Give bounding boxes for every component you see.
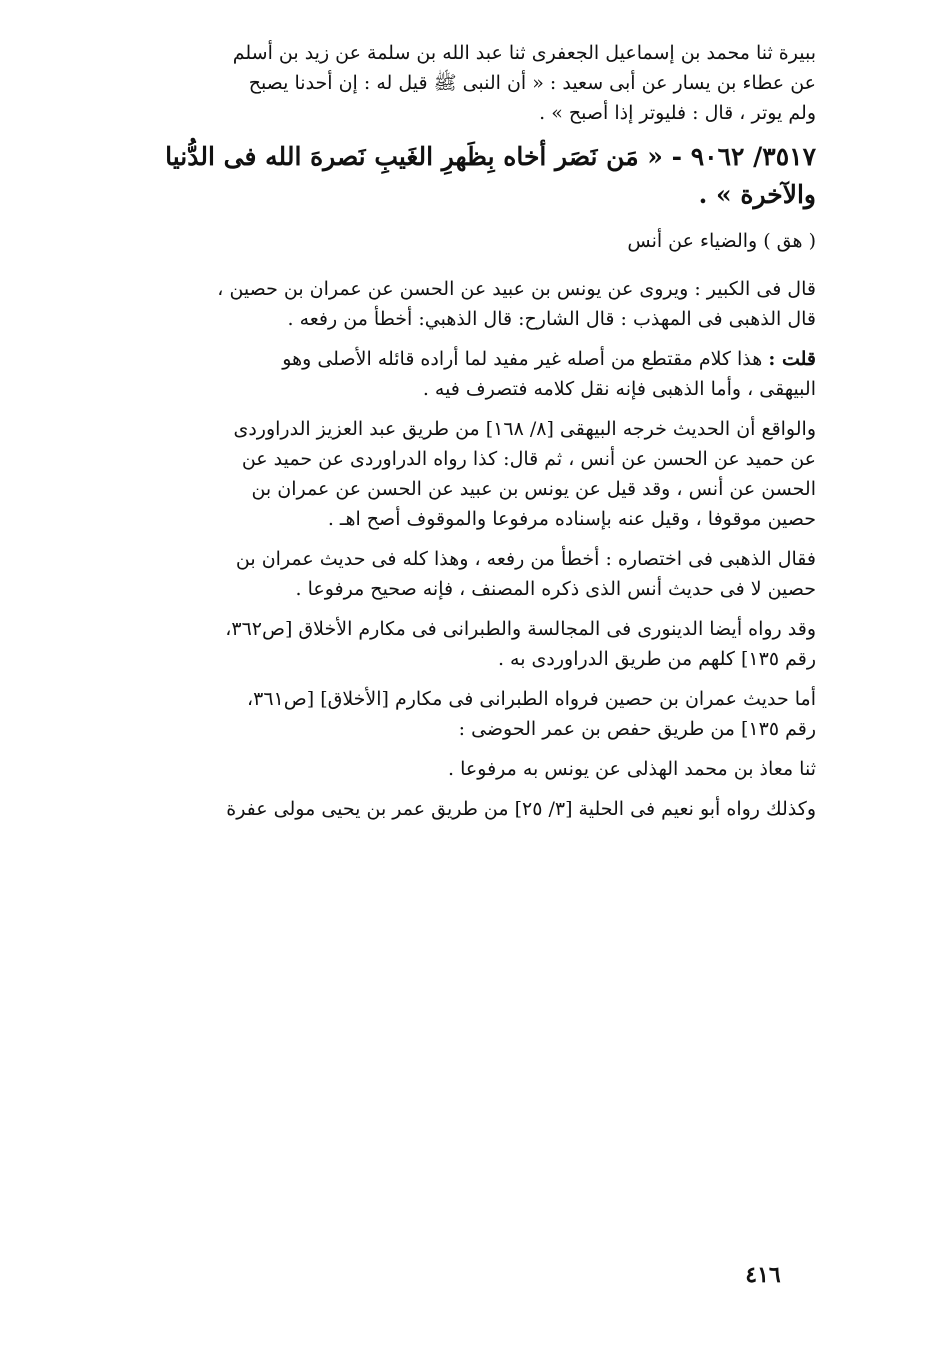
paragraph-dinawari [108, 614, 816, 674]
text-line: رقم ١٣٥] من طريق حفص بن عمر الحوضى : [458, 718, 816, 740]
text-line: البيهقى ، وأما الذهبى فإنه نقل كلامه فتصرف فيه . [422, 378, 816, 400]
text-line: ( هق ) والضياء عن أنس [627, 230, 816, 252]
paragraph-isnad [108, 38, 816, 128]
text-line: والواقع أن الحديث خرجه البيهقى [٨/ ١٦٨] من طريق عبد العزيز الدراوردى [233, 418, 816, 440]
text-line: قال فى الكبير : ويروى عن يونس بن عبيد عن الحسن عن عمران بن حصين ، [217, 278, 816, 300]
paragraph-dhahabi [108, 544, 816, 604]
text-line: حصين موقوفا ، وقيل عنه بإسناده مرفوعا والموقوف أصح اهـ . [327, 508, 816, 530]
page-number: ٤١٦ [745, 1262, 781, 1288]
paragraph-commentary [108, 274, 816, 334]
text-line: عن عطاء بن يسار عن أبى سعيد : « أن النبى ﷺ قيل له : إن أحدنا يصبح [248, 72, 816, 94]
text-line: حصين لا فى حديث أنس الذى ذكره المصنف ، فإنه صحيح مرفوعا . [295, 578, 816, 600]
paragraph-qultu [108, 344, 816, 404]
text-line: قال الذهبى فى المهذب : قال الشارح: قال الذهبي: أخطأ من رفعه . [287, 308, 816, 330]
text-line: ٣٥١٧/ ٩٠٦٢ - « مَن نَصَر أخاه بِظَهرِ الغَيبِ نَصرهَ الله فى الدُّنيا [165, 142, 816, 171]
text-fragment: هذا كلام مقتطع من أصله غير مفيد لما أراده قائله الأصلى وهو [282, 348, 769, 370]
hadith-source [108, 226, 816, 256]
text-line: عن حميد عن الحسن عن أنس ، ثم قال: كذا رواه الدراوردى عن حميد عن [241, 448, 816, 470]
text-line: الحسن عن أنس ، وقد قيل عن يونس بن عبيد عن الحسن عن عمران بن [251, 478, 816, 500]
text-line: رقم ١٣٥] كلهم من طريق الدراوردى به . [497, 648, 816, 670]
paragraph-muadh [108, 754, 816, 784]
hadith-text [108, 138, 816, 214]
text-line: أما حديث عمران بن حصين فرواه الطبرانى فى مكارم [الأخلاق] [ص٣٦١، [247, 688, 816, 710]
paragraph-abu-nuaym [108, 794, 816, 824]
text-line: ثنا معاذ بن محمد الهذلى عن يونس به مرفوعا . [448, 758, 816, 780]
text-line: وكذلك رواه أبو نعيم فى الحلية [٣/ ٢٥] من طريق عمر بن يحيى مولى عفرة [226, 798, 816, 820]
document-body [108, 38, 816, 834]
text-line: والآخرة » . [698, 180, 816, 209]
text-line: ببيرة ثنا محمد بن إسماعيل الجعفرى ثنا عبد الله بن سلمة عن زيد بن أسلم [232, 42, 816, 64]
text-line: وقد رواه أيضا الدينورى فى المجالسة والطبرانى فى مكارم الأخلاق [ص٣٦٢، [225, 618, 816, 640]
text-line [108, 344, 816, 374]
text-line: فقال الذهبى فى اختصاره : أخطأ من رفعه ، وهذا كله فى حديث عمران بن [235, 548, 816, 570]
paragraph-waqi [108, 414, 816, 534]
paragraph-lead: قلت : [768, 348, 816, 370]
paragraph-imran [108, 684, 816, 744]
text-line: ولم يوتر ، قال : فليوتر إذا أصبح » . [539, 102, 816, 124]
